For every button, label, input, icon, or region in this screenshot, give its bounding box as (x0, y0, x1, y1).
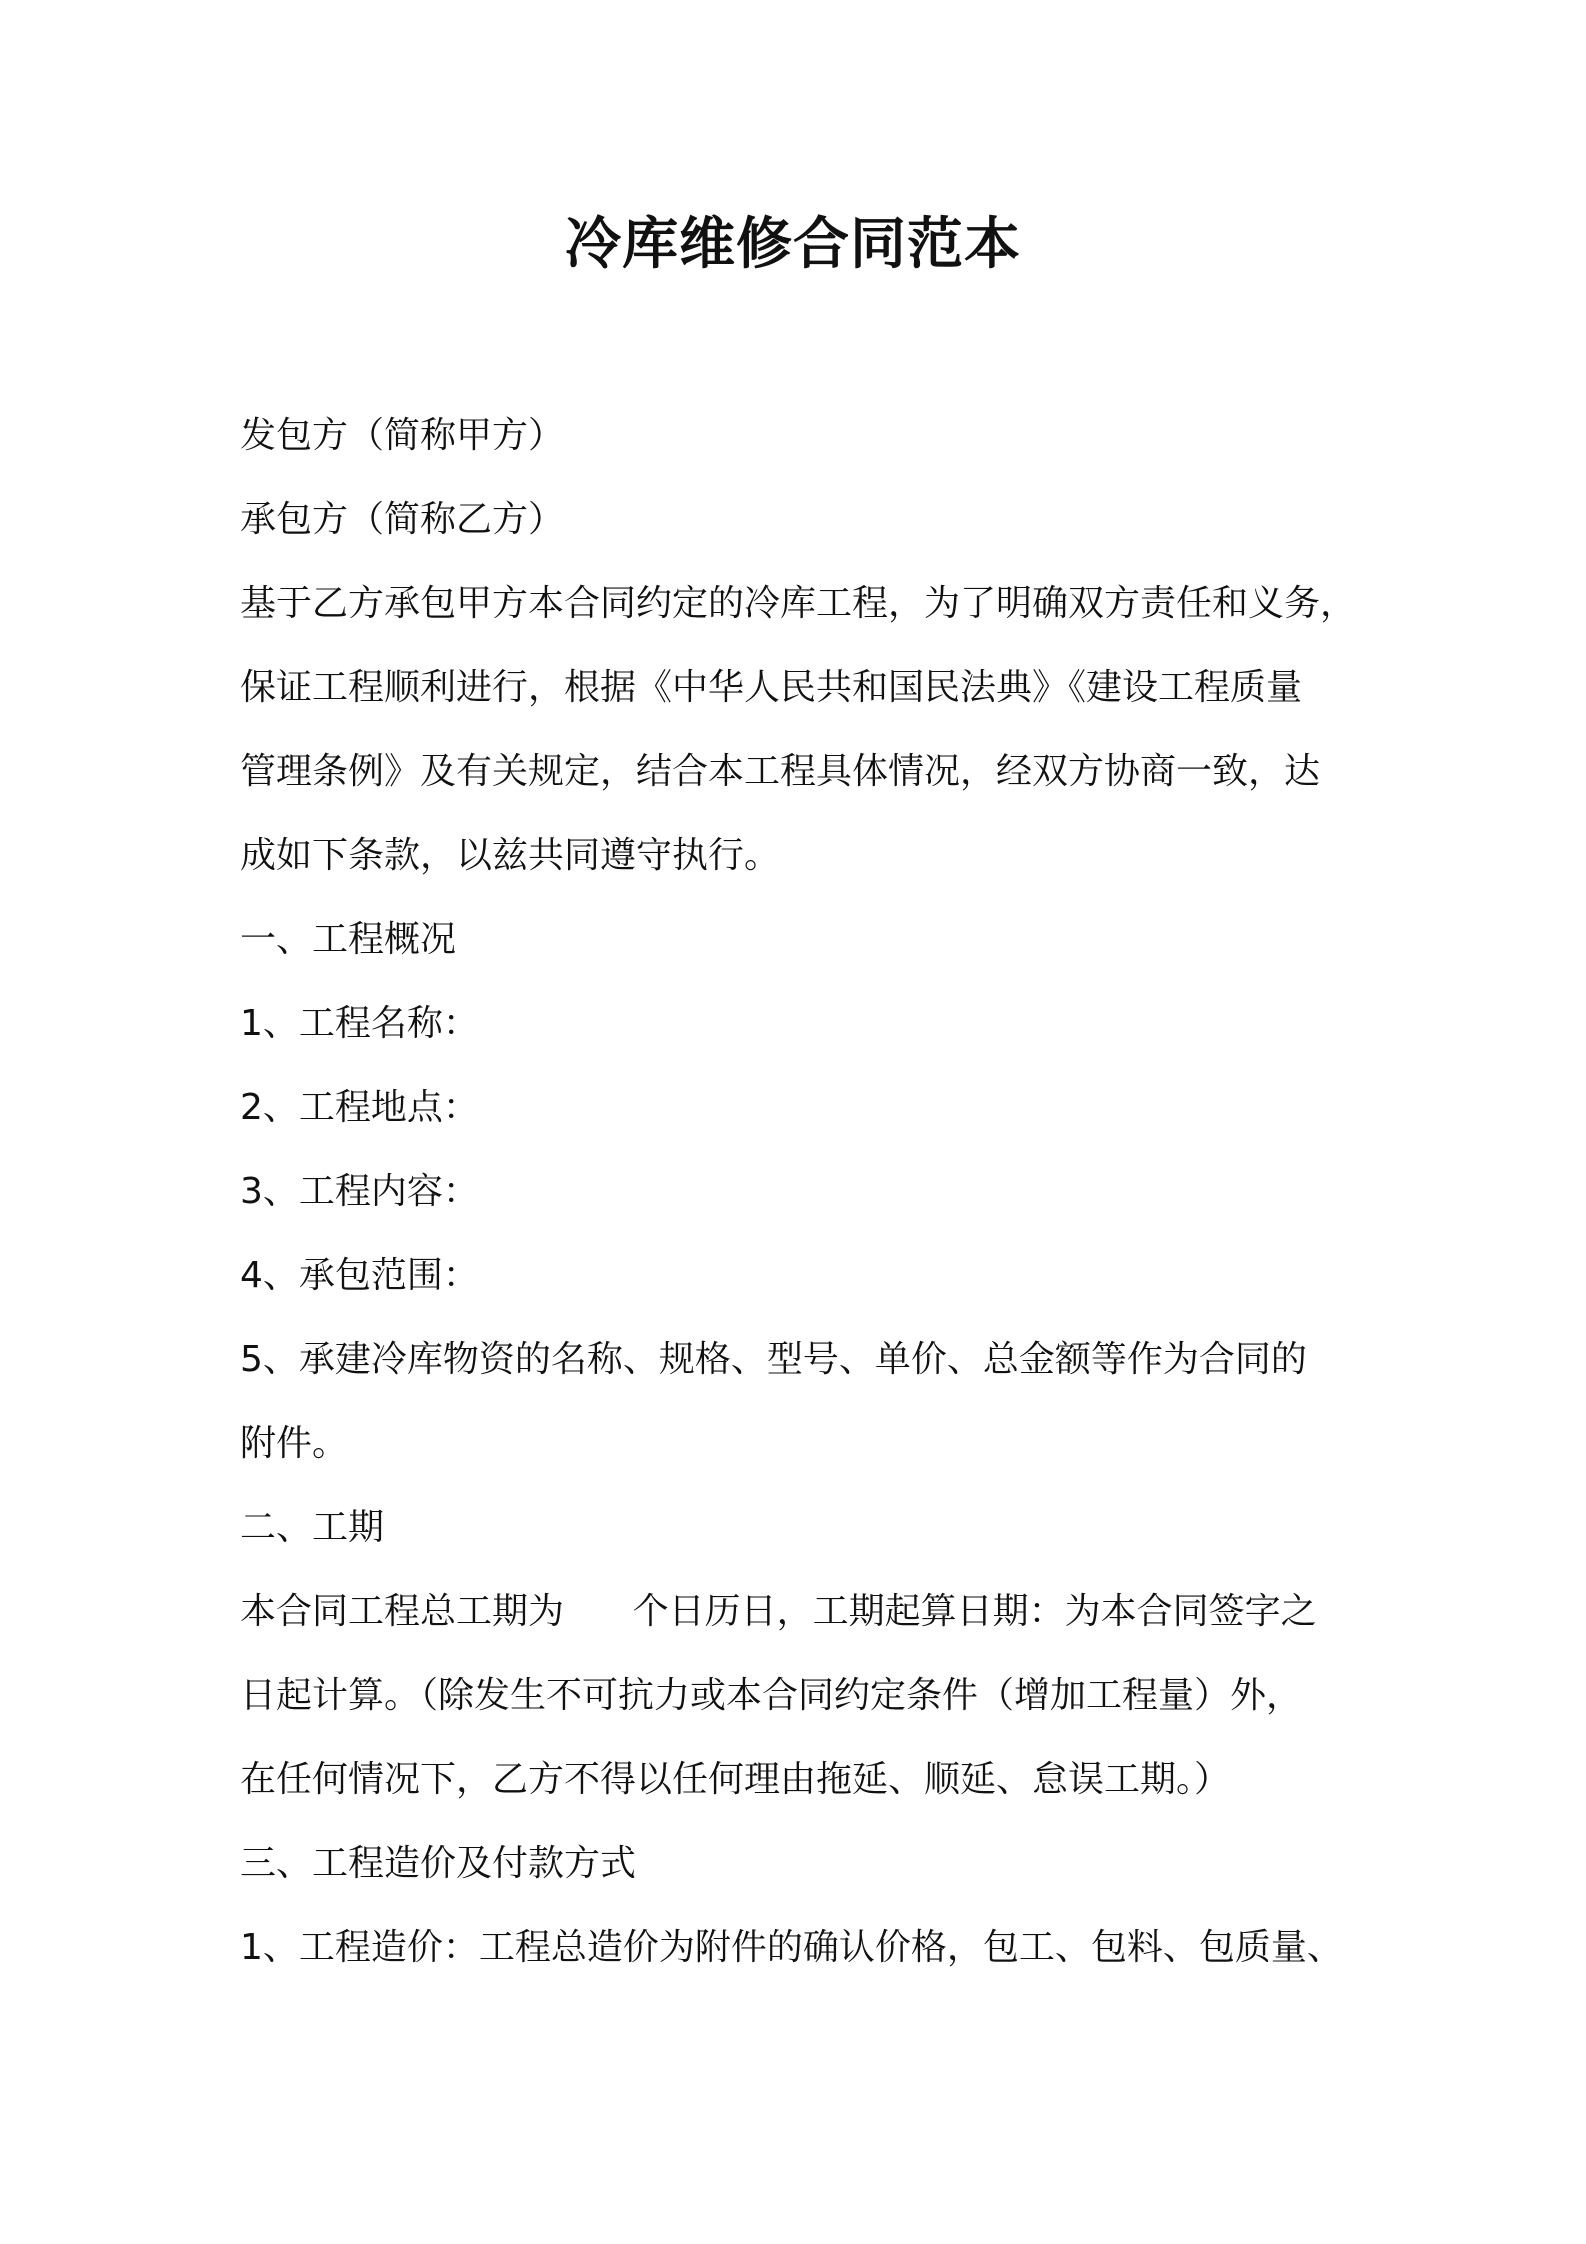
preamble-line-2: 保证工程顺利进行，根据《中华人民共和国民法典》《建设工程质量 (240, 667, 1303, 708)
document-body (240, 394, 1360, 1990)
preamble-line-3: 管理条例》及有关规定，结合本工程具体情况，经双方协商一致，达 (240, 751, 1321, 792)
duration-line-3: 在任何情况下，乙方不得以任何理由拖延、顺延、怠误工期。） (240, 1759, 1231, 1800)
section-heading-overview: 一、工程概况 (240, 919, 457, 960)
duration-line-1: 本合同工程总工期为 个日历日，工期起算日期：为本合同签字之 (240, 1591, 1317, 1632)
party-b-line: 承包方（简称乙方） (240, 499, 565, 540)
item-project-content: 3、工程内容： (240, 1171, 479, 1212)
item-materials-line-2: 附件。 (240, 1423, 349, 1464)
item-project-price: 1、工程造价：工程总造价为附件的确认价格，包工、包料、包质量、 (240, 1927, 1343, 1968)
item-project-name: 1、工程名称： (240, 1003, 479, 1044)
section-heading-price-payment: 三、工程造价及付款方式 (240, 1843, 637, 1884)
document-title: 冷库维修合同范本 (565, 212, 1021, 277)
preamble-line-1: 基于乙方承包甲方本合同约定的冷库工程，为了明确双方责任和义务， (240, 583, 1357, 624)
party-a-line: 发包方（简称甲方） (240, 415, 565, 456)
section-heading-duration: 二、工期 (240, 1507, 385, 1548)
item-project-location: 2、工程地点： (240, 1087, 479, 1128)
duration-line-2: 日起计算。（除发生不可抗力或本合同约定条件（增加工程量）外， (240, 1675, 1303, 1716)
item-materials-line-1: 5、承建冷库物资的名称、规格、型号、单价、总金额等作为合同的 (240, 1339, 1307, 1380)
preamble-line-4: 成如下条款，以兹共同遵守执行。 (240, 835, 781, 876)
item-contract-scope: 4、承包范围： (240, 1255, 479, 1296)
